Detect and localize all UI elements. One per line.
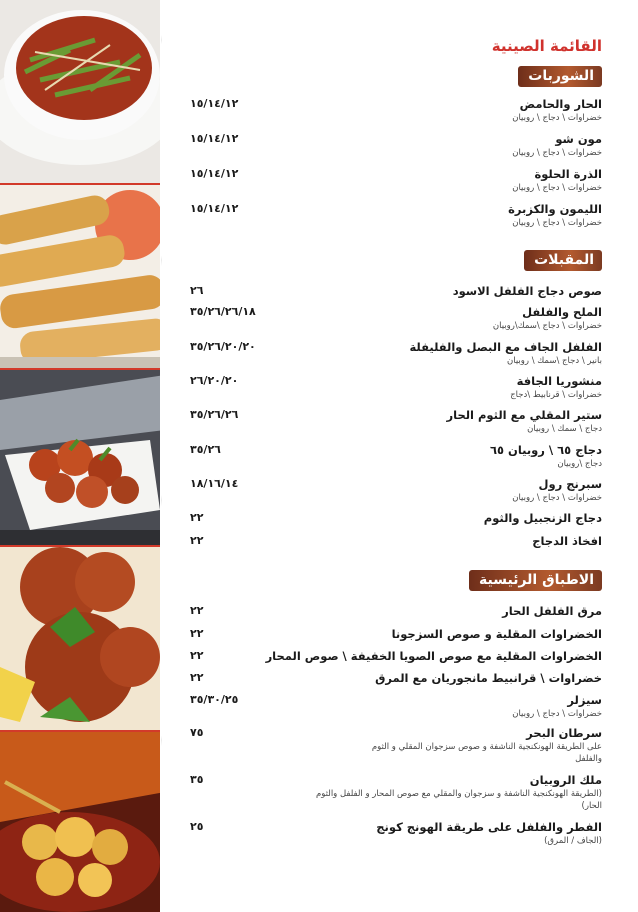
- item-price: ٢٢: [190, 511, 204, 524]
- item-price: ٣٥/٣٠/٢٥: [190, 693, 239, 706]
- item-price: ٢٢: [190, 534, 204, 547]
- menu-title: القائمة الصينية: [491, 37, 602, 55]
- section-banner-appetizers: المقبلات: [524, 250, 602, 271]
- item-name: دجاج الزنجبيل والثوم: [483, 511, 602, 525]
- item-desc: (الجاف / المرق): [544, 836, 602, 846]
- item-price: ١٥/١٤/١٢: [190, 167, 239, 180]
- item-desc: خضراوات \ دجاج \ روبيان: [512, 183, 602, 193]
- item-name: دجاج ٦٥ \ روبيان ٦٥: [489, 443, 602, 457]
- item-price: ٢٦/٢٠/٢٠: [190, 374, 239, 387]
- item-name: مرق الفلفل الحار: [502, 604, 602, 618]
- item-desc: خضراوات \ قرنابيط \دجاج: [510, 390, 602, 400]
- item-desc: خضراوات \ دجاج \ روبيان: [512, 709, 602, 719]
- item-desc: بانير \ دجاج \سمك \ روبيان: [507, 356, 602, 366]
- item-price: ١٥/١٤/١٢: [190, 202, 239, 215]
- item-price: ١٥/١٤/١٢: [190, 132, 239, 145]
- item-price: ٣٥/٢٦/٢٠/٢٠: [190, 340, 256, 353]
- item-name: ستير المقلي مع الثوم الحار: [446, 408, 602, 422]
- item-desc: دجاج \ سمك \ روبيان: [527, 424, 602, 434]
- item-desc: خضراوات \ دجاج \ روبيان: [512, 148, 602, 158]
- item-name: الملح والفلفل: [522, 305, 602, 319]
- item-name: الليمون والكزبرة: [508, 202, 602, 216]
- section-banner-soups: الشوربات: [518, 66, 602, 87]
- item-name: افخاذ الدجاج: [532, 534, 602, 548]
- item-desc: خضراوات \ دجاج \ روبيان: [512, 113, 602, 123]
- item-name: سيزلر: [567, 693, 602, 707]
- item-name: ملك الروبيان: [529, 773, 602, 787]
- item-price: ٧٥: [190, 726, 204, 739]
- item-price: ٣٥/٢٦/٢٦/١٨: [190, 305, 256, 318]
- item-name: سبرنج رول: [538, 477, 602, 491]
- item-desc: دجاج \روبيان: [557, 459, 602, 469]
- item-name: الفلفل الجاف مع البصل والفليفلة: [409, 340, 602, 354]
- item-name: مون شو: [555, 132, 602, 146]
- item-name: الذرة الحلوة: [534, 167, 602, 181]
- item-desc: خضراوات \ دجاج \ روبيان: [512, 493, 602, 503]
- item-name: منشوريا الجافة: [516, 374, 602, 388]
- item-price: ٣٥: [190, 773, 204, 786]
- item-desc: (الطريقة الهونكنجية الناشفة و سزجوان والمقلي مع صوص المحار و الفلفل والثوم الحار): [316, 789, 602, 811]
- item-price: ١٥/١٤/١٢: [190, 97, 239, 110]
- item-price: ٢٢: [190, 604, 204, 617]
- item-name: خضراوات \ قرانبيط مانجوريان مع المرق: [375, 671, 602, 685]
- item-price: ٢٥: [190, 820, 204, 833]
- item-desc: خضراوات \ دجاج \سمك\روبيان: [492, 321, 602, 331]
- item-name: الحار والحامض: [519, 97, 602, 111]
- item-name: سرطان البحر: [526, 726, 602, 740]
- item-name: صوص دجاج الفلفل الاسود: [452, 284, 602, 298]
- item-name: الخضراوات المقلية و صوص السزجونا: [391, 627, 602, 641]
- item-price: ٣٥/٢٦/٢٦: [190, 408, 239, 421]
- item-price: ١٨/١٦/١٤: [190, 477, 239, 490]
- section-banner-mains: الاطباق الرئيسية: [469, 570, 602, 591]
- item-price: ٣٥/٢٦: [190, 443, 221, 456]
- item-price: ٢٢: [190, 627, 204, 640]
- item-price: ٢٢: [190, 671, 204, 684]
- item-name: الخضراوات المقلية مع صوص الصويا الخفيفة \ صوص المحار: [265, 649, 602, 663]
- item-desc: على الطريقة الهونكنجية الناشفة و صوص سزجوان المقلي و الثوم والفلفل: [371, 742, 602, 764]
- item-name: الفطر والفلفل على طريقة الهونج كونج: [376, 820, 602, 834]
- item-price: ٢٦: [190, 284, 204, 297]
- item-desc: خضراوات \ دجاج \ روبيان: [512, 218, 602, 228]
- item-price: ٢٢: [190, 649, 204, 662]
